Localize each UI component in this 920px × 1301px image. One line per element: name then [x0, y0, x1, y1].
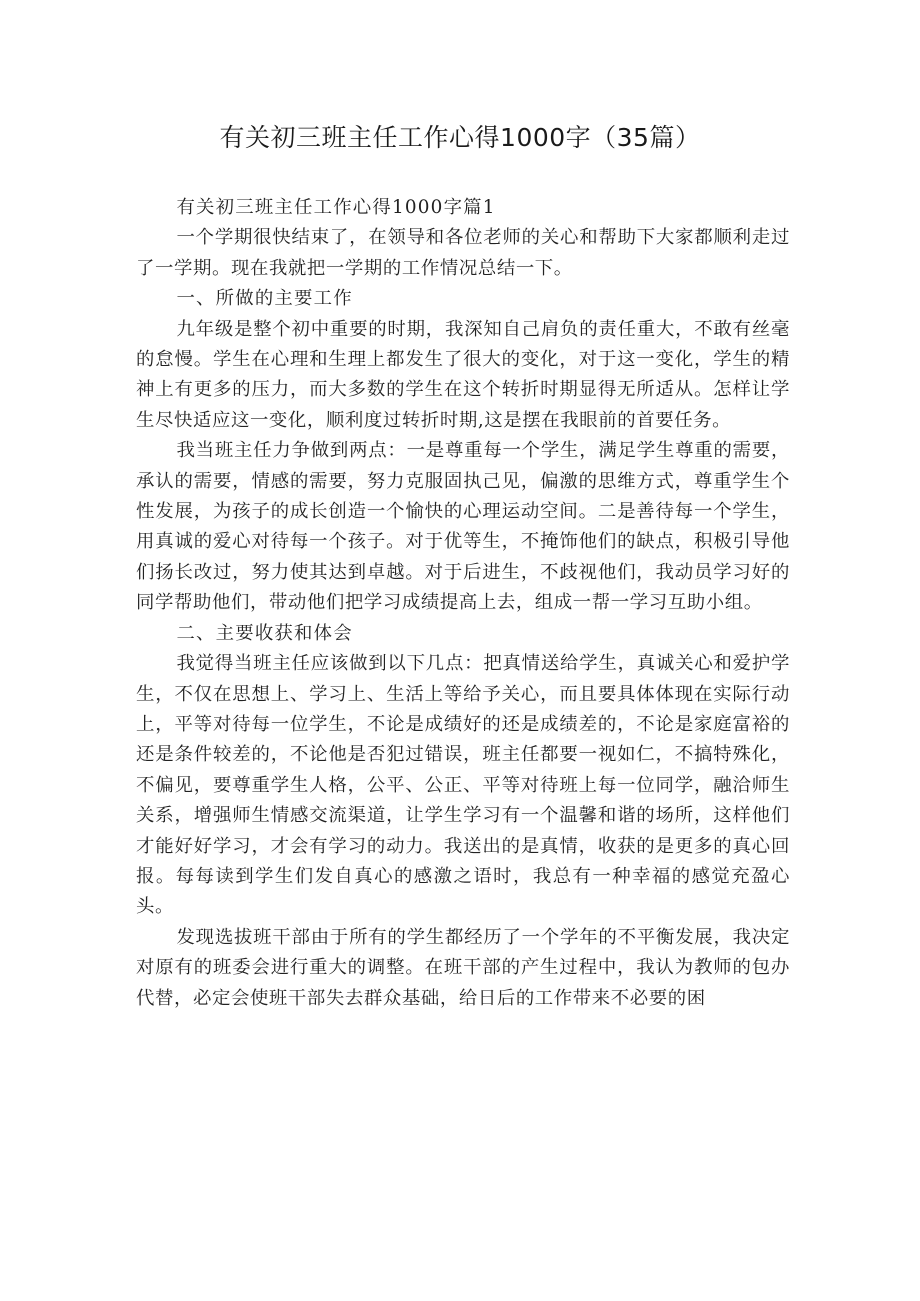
paragraph: 我当班主任力争做到两点：一是尊重每一个学生，满足学生尊重的需要，承认的需要，情感的需要，努力克服固执己见，偏激的思维方式，尊重学生个性发展，为孩子的成长创造一个愉快的心理运动空间。二是善待每一个学生，用真诚的爱心对待每一个孩子。对于优等生，不掩饰他们的缺点，积极引导他们扬长改过，努力使其达到卓越。对于后进生，不歧视他们，我动员学习好的同学帮助他们，带动他们把学习成绩提高上去，组成一帮一学习互助小组。 — [136, 440, 790, 614]
document-title: 有关初三班主任工作心得1000字（35篇） — [219, 123, 701, 152]
paragraph: 一个学期很快结束了，在领导和各位老师的关心和帮助下大家都顺利走过了一学期。现在我就把一学期的工作情况总结一下。 — [136, 227, 790, 279]
section-heading: 有关初三班主任工作心得1000字篇1 — [176, 197, 496, 218]
paragraph: 九年级是整个初中重要的时期，我深知自己肩负的责任重大，不敢有丝毫的怠慢。学生在心理和生理上都发生了很大的变化，对于这一变化，学生的精神上有更多的压力，而大多数的学生在这个转折时期显得无所适从。怎样让学生尽快适应这一变化，顺利度过转折时期,这是摆在我眼前的首要任务。 — [136, 318, 790, 431]
section-heading: 一、所做的主要工作 — [176, 288, 353, 310]
paragraph: 发现选拔班干部由于所有的学生都经历了一个学年的不平衡发展，我决定对原有的班委会进行重大的调整。在班干部的产生过程中，我认为教师的包办代替，必定会使班干部失去群众基础，给日后的工作带来不必要的困 — [136, 926, 790, 1009]
section-heading: 二、主要收获和体会 — [176, 622, 353, 644]
paragraph: 我觉得当班主任应该做到以下几点：把真情送给学生，真诚关心和爱护学生，不仅在思想上、学习上、生活上等给予关心，而且要具体体现在实际行动上，平等对待每一位学生，不论是成绩好的还是成绩差的，不论是家庭富裕的还是条件较差的，不论他是否犯过错误，班主任都要一视如仁，不搞特殊化，不偏见，要尊重学生人格，公平、公正、平等对待班上每一位同学，融洽师生关系，增强师生情感交流渠道，让学生学习有一个温馨和谐的场所，这样他们才能好好学习，才会有学习的动力。我送出的是真情，收获的是更多的真心回报。每每读到学生们发自真心的感激之语时，我总有一种幸福的感觉充盈心头。 — [136, 653, 790, 918]
document-body — [136, 193, 790, 1014]
